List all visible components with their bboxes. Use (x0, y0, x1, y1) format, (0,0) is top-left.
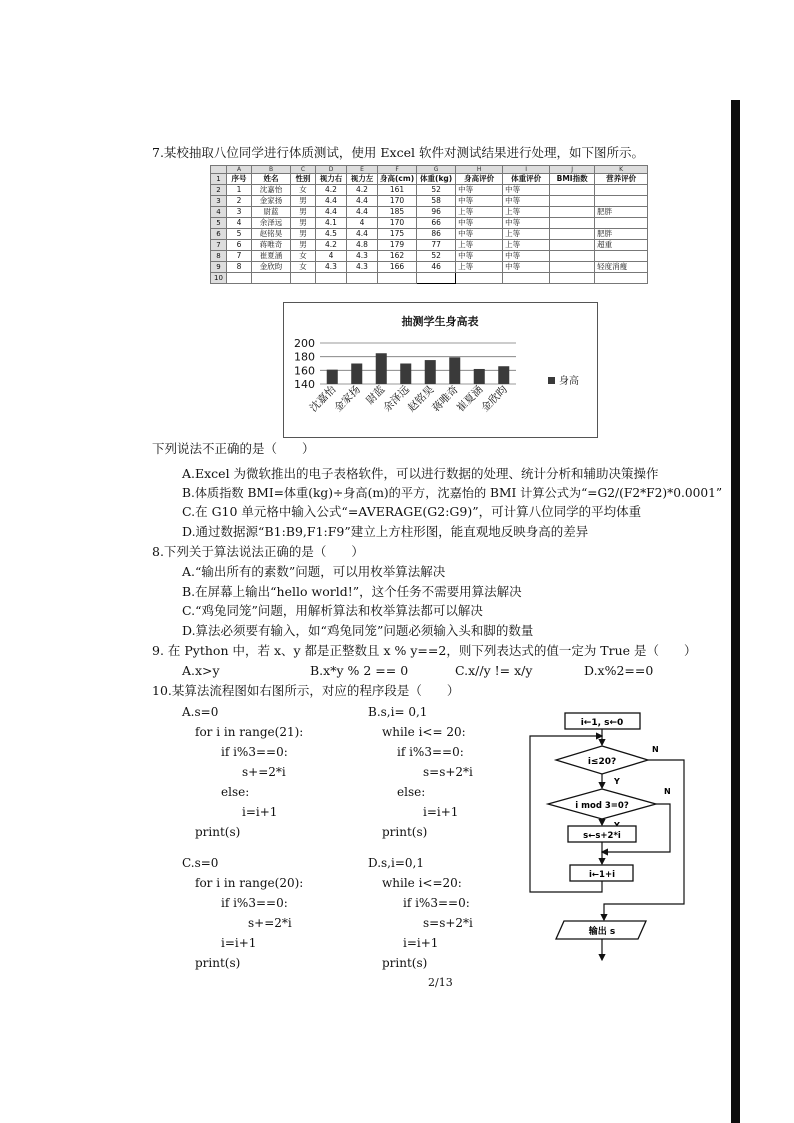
sheet-cell: 尉蓝 (252, 207, 291, 218)
sheet-cell (347, 273, 378, 284)
spreadsheet (210, 165, 648, 284)
sheet-cell: 4 (316, 251, 347, 262)
sheet-cell: 超重 (595, 240, 648, 251)
sheet-cell (252, 273, 291, 284)
q10-b-line7: print(s) (382, 825, 428, 839)
sheet-cell (456, 273, 503, 284)
sheet-cell: 中等 (503, 251, 550, 262)
sheet-cell: 4.3 (347, 251, 378, 262)
q7-question: 下列说法不正确的是（ ） (152, 441, 315, 456)
flow-decision-2-text: i mod 3=0? (575, 801, 629, 811)
sheet-cell: 1 (227, 185, 252, 196)
sheet-cell (550, 185, 595, 196)
flow-init-text: i←1, s←0 (580, 718, 624, 728)
sheet-cell: 5 (227, 229, 252, 240)
sheet-cell: 男 (291, 229, 316, 240)
sheet-cell: 58 (417, 196, 456, 207)
q9-stem: 9. 在 Python 中，若 x、y 都是正整数且 x % y==2，则下列表达式的值一定为 True 是（ ） (152, 643, 697, 658)
column-letter: K (595, 166, 648, 174)
sheet-cell: 4.3 (316, 262, 347, 273)
legend-label: 身高 (559, 376, 579, 387)
sheet-header-cell: 身高评价 (456, 174, 503, 185)
sheet-cell: 金家扬 (252, 196, 291, 207)
row-number: 4 (211, 207, 227, 218)
sheet-header-cell: 视力右 (316, 174, 347, 185)
row-number: 5 (211, 218, 227, 229)
sheet-header-cell: 序号 (227, 174, 252, 185)
sheet-cell (316, 273, 347, 284)
sheet-header-cell: BMI指数 (550, 174, 595, 185)
sheet-cell: 86 (417, 229, 456, 240)
column-letter: I (503, 166, 550, 174)
sheet-cell: 沈嘉怡 (252, 185, 291, 196)
sheet-cell: 赵铭昊 (252, 229, 291, 240)
sheet-cell: 8 (227, 262, 252, 273)
column-letter: J (550, 166, 595, 174)
q10-stem: 10.某算法流程图如右图所示，对应的程序段是（ ） (152, 683, 460, 698)
column-letter: H (456, 166, 503, 174)
sheet-cell (550, 218, 595, 229)
sheet-cell: 3 (227, 207, 252, 218)
sheet-cell: 上等 (503, 240, 550, 251)
bar-chart (283, 302, 598, 438)
sheet-cell: 金欣昀 (252, 262, 291, 273)
q9-option-c: C.x//y != x/y (455, 663, 533, 678)
bar-崔夏涵 (474, 369, 485, 384)
x-tick-label: 金家扬 (332, 383, 363, 415)
sheet-cell (550, 196, 595, 207)
sheet-cell: 上等 (503, 229, 550, 240)
sheet-cell: 中等 (503, 218, 550, 229)
sheet-header-cell: 身高(cm) (378, 174, 417, 185)
chart-svg (284, 303, 597, 437)
sheet-cell: 崔夏涵 (252, 251, 291, 262)
q10-c-line1: C.s=0 (182, 856, 219, 870)
sheet-cell: 2 (227, 196, 252, 207)
sheet-header-cell: 性别 (291, 174, 316, 185)
sheet-cell: 4.4 (316, 196, 347, 207)
sheet-cell: 7 (227, 251, 252, 262)
q7-stem: 7.某校抽取八位同学进行体质测试，使用 Excel 软件对测试结果进行处理，如下图所示。 (152, 145, 644, 160)
q10-b-line3: if i%3==0: (397, 745, 464, 759)
bar-尉蓝 (376, 353, 387, 384)
flowchart (520, 700, 700, 970)
sheet-cell: 中等 (456, 185, 503, 196)
q7-option-d: D.通过数据源“B1:B9,F1:F9”建立上方柱形图，能直观地反映身高的差异 (182, 524, 589, 539)
q10-a-line3: if i%3==0: (221, 745, 288, 759)
sheet-cell: 185 (378, 207, 417, 218)
sheet-cell: 中等 (456, 251, 503, 262)
bar-蒋唯奇 (449, 357, 460, 384)
flow-incr-text: i←1+i (589, 870, 615, 880)
q10-c-line6: print(s) (195, 956, 241, 970)
sheet-cell: 170 (378, 218, 417, 229)
sheet-cell: 中等 (456, 229, 503, 240)
q10-d-line2: while i<=20: (382, 876, 462, 890)
y-tick-label: 180 (294, 350, 315, 364)
sheet-cell: 4.8 (347, 240, 378, 251)
sheet-cell: 46 (417, 262, 456, 273)
q10-b-line6: i=i+1 (423, 805, 459, 819)
sheet-cell: 男 (291, 207, 316, 218)
sheet-cell: 4.2 (316, 240, 347, 251)
q7-option-a: A.Excel 为微软推出的电子表格软件，可以进行数据的处理、统计分析和辅助决策操作 (182, 466, 659, 481)
y-tick-label: 140 (294, 378, 315, 391)
sheet-cell: 轻度消瘦 (595, 262, 648, 273)
sheet-cell: 中等 (456, 196, 503, 207)
q10-d-line1: D.s,i=0,1 (368, 856, 424, 870)
y-tick-label: 200 (294, 337, 315, 350)
sheet-cell: 4.4 (347, 229, 378, 240)
sheet-header-cell: 体重(kg) (417, 174, 456, 185)
sheet-cell: 女 (291, 185, 316, 196)
sheet-cell: 上等 (456, 240, 503, 251)
legend-swatch (548, 377, 555, 384)
sheet-cell (291, 273, 316, 284)
sheet-cell: 4.4 (316, 207, 347, 218)
bar-赵铭昊 (425, 360, 436, 384)
x-tick-label: 尉蓝 (364, 383, 388, 407)
sheet-header-cell: 体重评价 (503, 174, 550, 185)
sheet-cell: 6 (227, 240, 252, 251)
bar-金欣昀 (498, 366, 509, 384)
sheet-cell: 女 (291, 251, 316, 262)
row-number: 1 (211, 174, 227, 185)
sheet-cell: 4.4 (347, 196, 378, 207)
sheet-cell: 161 (378, 185, 417, 196)
q10-d-line5: i=i+1 (403, 936, 439, 950)
x-tick-label: 蒋唯奇 (430, 383, 461, 415)
sheet-cell: 中等 (456, 218, 503, 229)
column-letter (211, 166, 227, 174)
q10-d-line3: if i%3==0: (403, 896, 470, 910)
sheet-cell: 52 (417, 185, 456, 196)
bar-沈嘉怡 (327, 370, 338, 384)
sheet-cell: 166 (378, 262, 417, 273)
flow-assign-text: s←s+2*i (583, 831, 621, 841)
sheet-cell (550, 251, 595, 262)
q8-stem: 8.下列关于算法说法正确的是（ ） (152, 544, 364, 559)
q8-option-c: C.“鸡兔同笼”问题，用解析算法和枚举算法都可以解决 (182, 603, 483, 618)
x-tick-label: 赵铭昊 (405, 383, 437, 415)
flow-no-label-2: N (664, 787, 671, 796)
sheet-cell: 4 (347, 218, 378, 229)
sheet-cell: 96 (417, 207, 456, 218)
sheet-cell: 肥胖 (595, 207, 648, 218)
page-number: 2/13 (428, 976, 453, 989)
sheet-cell (503, 273, 550, 284)
sheet-cell: 蒋唯奇 (252, 240, 291, 251)
sheet-cell: 77 (417, 240, 456, 251)
sheet-cell: 4.2 (316, 185, 347, 196)
q10-a-line2: for i in range(21): (195, 725, 304, 739)
sheet-header-cell: 姓名 (252, 174, 291, 185)
sheet-cell (595, 273, 648, 284)
chart-title: 抽测学生身高表 (401, 315, 479, 328)
sheet-cell: 66 (417, 218, 456, 229)
row-number: 7 (211, 240, 227, 251)
sheet-cell: 4.4 (347, 207, 378, 218)
sheet-cell: 4.1 (316, 218, 347, 229)
sheet-cell: 162 (378, 251, 417, 262)
sheet-cell: 170 (378, 196, 417, 207)
sheet-cell: 肥胖 (595, 229, 648, 240)
sheet-cell (550, 273, 595, 284)
flow-no-label-1: N (652, 745, 659, 754)
sheet-header-cell: 视力左 (347, 174, 378, 185)
sheet-cell: 4 (227, 218, 252, 229)
q10-a-line1: A.s=0 (182, 705, 219, 719)
row-number: 6 (211, 229, 227, 240)
q9-option-b: B.x*y % 2 == 0 (310, 663, 409, 678)
q8-option-b: B.在屏幕上输出“hello world!”，这个任务不需要用算法解决 (182, 584, 522, 599)
flow-decision-1-text: i≤20? (587, 757, 617, 767)
sheet-cell (595, 251, 648, 262)
q9-option-d: D.x%2==0 (584, 663, 654, 678)
sheet-cell: 4.2 (347, 185, 378, 196)
sheet-cell: 中等 (503, 262, 550, 273)
column-letter: D (316, 166, 347, 174)
scan-edge-shadow (731, 100, 740, 1123)
sheet-cell (550, 262, 595, 273)
row-number: 2 (211, 185, 227, 196)
column-letter: B (252, 166, 291, 174)
x-tick-label: 余泽远 (381, 383, 412, 415)
x-tick-label: 金欣昀 (479, 383, 510, 415)
sheet-cell (378, 273, 417, 284)
sheet-cell: 女 (291, 262, 316, 273)
x-tick-label: 崔夏涵 (454, 383, 486, 415)
row-number: 8 (211, 251, 227, 262)
sheet-cell (227, 273, 252, 284)
sheet-cell: 上等 (456, 207, 503, 218)
sheet-cell (595, 185, 648, 196)
sheet-cell: 中等 (503, 185, 550, 196)
column-letter: C (291, 166, 316, 174)
q10-b-line5: else: (397, 785, 426, 799)
sheet-cell: 52 (417, 251, 456, 262)
sheet-cell (595, 218, 648, 229)
q10-b-line4: s=s+2*i (423, 765, 473, 779)
row-number: 10 (211, 273, 227, 284)
sheet-cell: 4.3 (347, 262, 378, 273)
sheet-cell: 男 (291, 218, 316, 229)
q10-c-line5: i=i+1 (221, 936, 257, 950)
sheet-cell: 上等 (503, 207, 550, 218)
q10-a-line4: s+=2*i (242, 765, 286, 779)
selected-cell-g10 (417, 273, 456, 284)
sheet-cell: 4.5 (316, 229, 347, 240)
q10-c-line3: if i%3==0: (221, 896, 288, 910)
sheet-cell: 中等 (503, 196, 550, 207)
q7-option-b: B.体质指数 BMI=体重(kg)÷身高(m)的平方，沈嘉怡的 BMI 计算公式为“=G2/(F2*F2)*0.0001” (182, 486, 723, 500)
sheet-cell (550, 207, 595, 218)
q10-a-line5: else: (221, 785, 250, 799)
q10-d-line6: print(s) (382, 956, 428, 970)
row-number: 9 (211, 262, 227, 273)
sheet-cell (595, 196, 648, 207)
row-number: 3 (211, 196, 227, 207)
q8-option-d: D.算法必须要有输入，如“鸡兔同笼”问题必须输入头和脚的数量 (182, 623, 534, 638)
sheet-header-cell: 营养评价 (595, 174, 648, 185)
q10-b-line1: B.s,i= 0,1 (368, 705, 428, 719)
flow-yes-label-1: Y (614, 777, 620, 786)
q10-c-line4: s+=2*i (248, 916, 292, 930)
q10-c-line2: for i in range(20): (195, 876, 304, 890)
sheet-cell (550, 229, 595, 240)
bar-金家扬 (351, 364, 362, 385)
sheet-cell: 175 (378, 229, 417, 240)
q10-d-line4: s=s+2*i (423, 916, 473, 930)
q8-option-a: A.“输出所有的素数”问题，可以用枚举算法解决 (182, 564, 446, 579)
q10-b-line2: while i<= 20: (382, 725, 466, 739)
flow-output-text: 输出 s (588, 927, 616, 937)
sheet-cell: 男 (291, 240, 316, 251)
q9-option-a: A.x>y (182, 663, 220, 678)
x-tick-label: 沈嘉怡 (307, 383, 339, 415)
sheet-cell: 男 (291, 196, 316, 207)
column-letter: E (347, 166, 378, 174)
column-letter: A (227, 166, 252, 174)
column-letter: G (417, 166, 456, 174)
bar-余泽远 (400, 364, 411, 385)
column-letter: F (378, 166, 417, 174)
sheet-cell: 上等 (456, 262, 503, 273)
y-tick-label: 160 (294, 364, 315, 378)
q10-a-line7: print(s) (195, 825, 241, 839)
sheet-cell: 179 (378, 240, 417, 251)
sheet-cell: 余泽远 (252, 218, 291, 229)
q10-a-line6: i=i+1 (242, 805, 278, 819)
q7-option-c: C.在 G10 单元格中输入公式“=AVERAGE(G2:G9)”，可计算八位同学的平均体重 (182, 504, 642, 519)
sheet-cell (550, 240, 595, 251)
